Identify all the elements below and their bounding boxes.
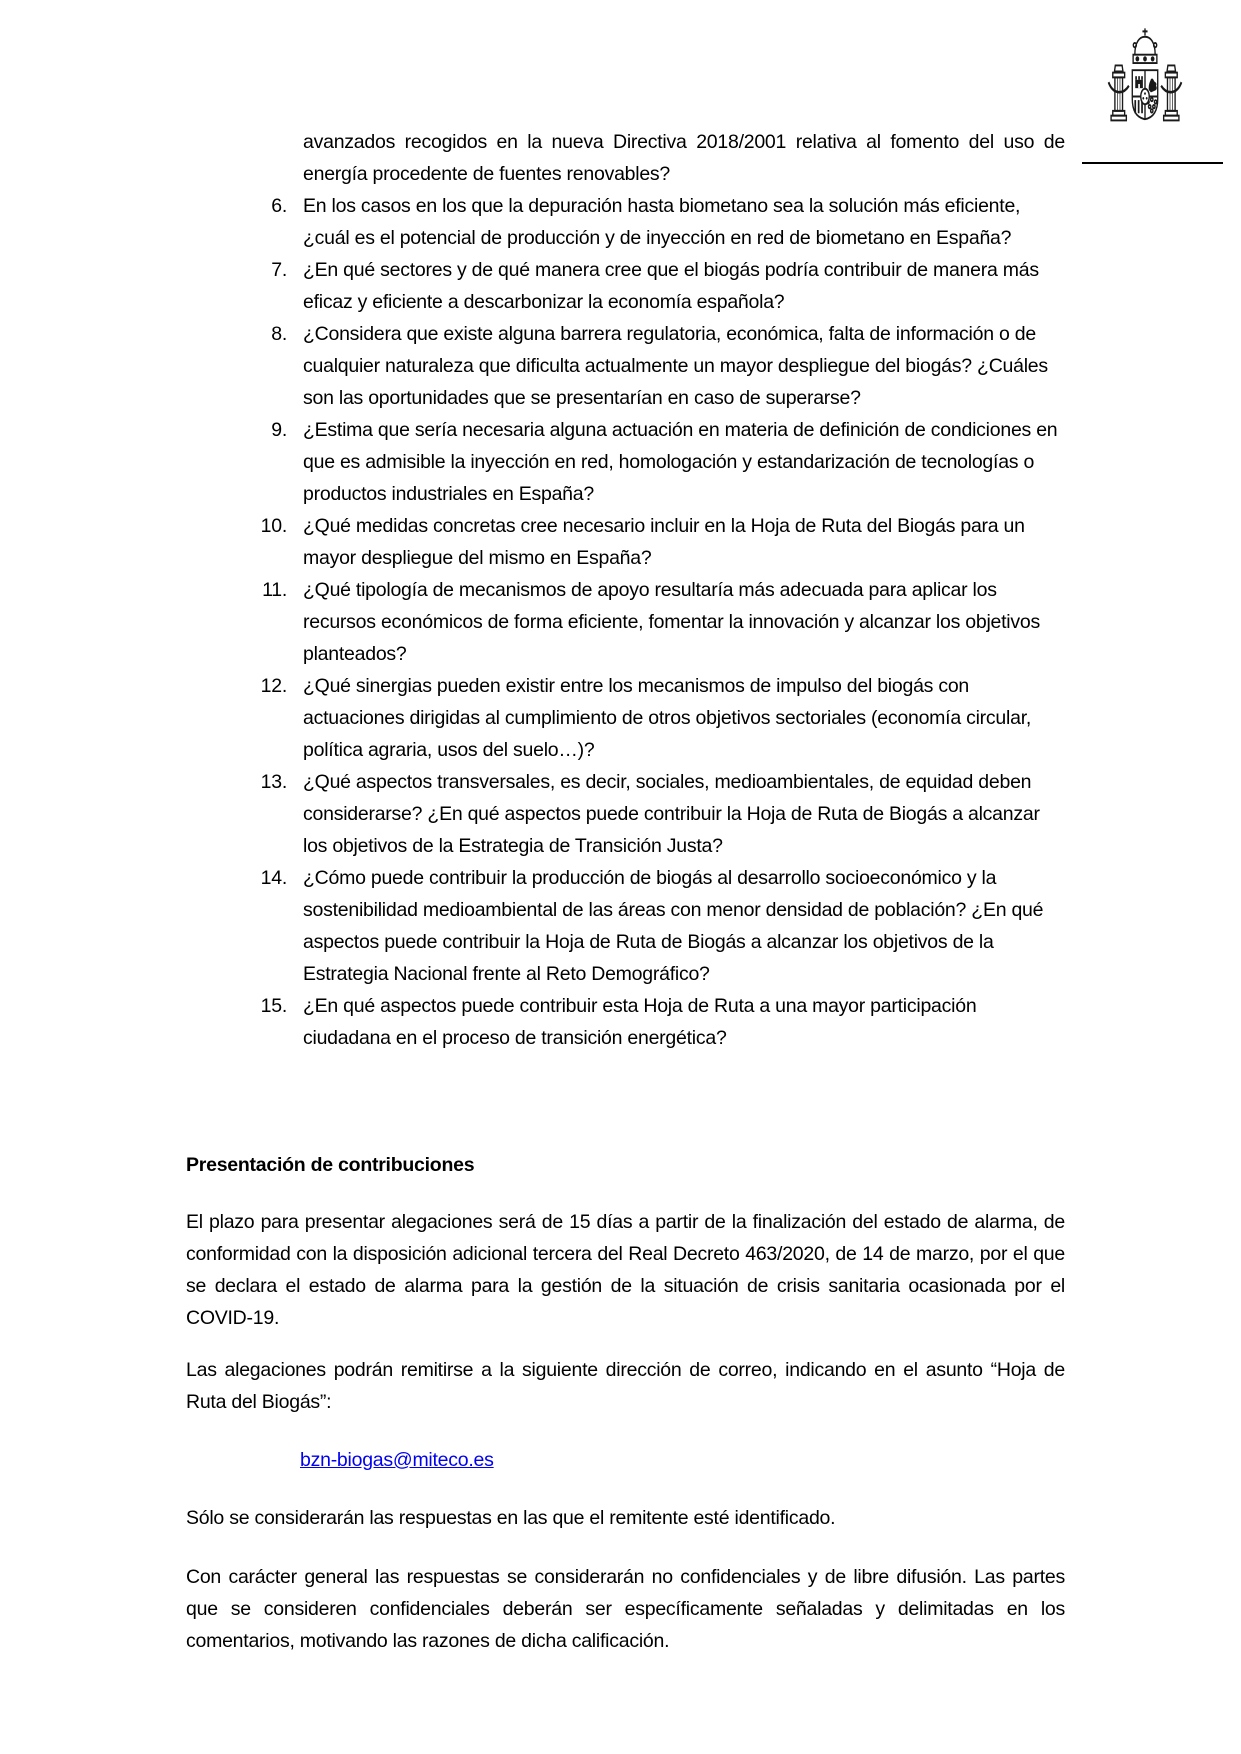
question-item (186, 190, 1065, 254)
question-item (186, 862, 1065, 990)
questions-section (186, 126, 1065, 1054)
header-divider-line (1082, 162, 1223, 164)
question-number: 15. (260, 995, 287, 1017)
question-item (186, 670, 1065, 766)
question-text: ¿En qué aspectos puede contribuir esta Hoja de Ruta a una mayor participación ciudadana en el proceso de transición energética? (303, 995, 977, 1049)
spain-coat-of-arms-icon (1106, 26, 1184, 124)
spain-coat-of-arms-logo (1106, 26, 1184, 134)
question-item (186, 414, 1065, 510)
question-item (186, 510, 1065, 574)
question-number: 6. (271, 195, 287, 217)
question-text: ¿Qué tipología de mecanismos de apoyo resultaría más adecuada para aplicar los recursos económicos de forma eficiente, fomentar la innovación y alcanzar los objetivos planteados? (303, 579, 1040, 665)
paragraph-submission: Las alegaciones podrán remitirse a la siguiente dirección de correo, indicando en el asunto “Hoja de Ruta del Biogás”: (186, 1359, 1065, 1413)
email-link[interactable]: bzn-biogas@miteco.es (300, 1449, 494, 1471)
question-text: En los casos en los que la depuración hasta biometano sea la solución más eficiente, ¿cuál es el potencial de producción y de inyección en red de biometano en España? (303, 195, 1021, 249)
question-text: ¿Considera que existe alguna barrera regulatoria, económica, falta de información o de cualquier naturaleza que dificulta actualmente un mayor despliegue del biogás? ¿Cuáles son las oportunidades que se presentarían en caso de superarse? (303, 323, 1048, 409)
question-item (186, 574, 1065, 670)
question-number: 7. (271, 259, 287, 281)
paragraph-deadline: El plazo para presentar alegaciones será de 15 días a partir de la finalización del estado de alarma, de conformidad con la disposición adicional tercera del Real Decreto 463/2020, de 14 de marzo, por el que se declara el estado de alarma para la gestión de la situación de crisis sanitaria ocasionada por el COVID-19. (186, 1211, 1065, 1329)
question-item (186, 990, 1065, 1054)
question-number: 10. (260, 515, 287, 537)
question-text: ¿Cómo puede contribuir la producción de biogás al desarrollo socioeconómico y la sostenibilidad medioambiental de las áreas con menor densidad de población? ¿En qué aspectos puede contribuir la Hoja de Ruta de Biogás a alcanzar los objetivos de la Estrategia Nacional frente al Reto Demográfico? (303, 867, 1044, 985)
question-number: 11. (262, 579, 287, 601)
question-item (186, 318, 1065, 414)
section-heading: Presentación de contribuciones (186, 1154, 475, 1176)
question-text: ¿Estima que sería necesaria alguna actuación en materia de definición de condiciones en que es admisible la inyección en red, homologación y estandarización de tecnologías o productos industriales en España? (303, 419, 1058, 505)
question-number: 9. (271, 419, 287, 441)
question-text: ¿Qué sinergias pueden existir entre los mecanismos de impulso del biogás con actuaciones dirigidas al cumplimiento de otros objetivos sectoriales (economía circular, política agraria, usos del suelo…)? (303, 675, 1032, 761)
questions-list (186, 190, 1065, 1054)
question-number: 8. (271, 323, 287, 345)
question-item (186, 766, 1065, 862)
paragraph-confidentiality: Con carácter general las respuestas se considerarán no confidenciales y de libre difusión. Las partes que se consideren confidenciales deberán ser específicamente señaladas y delimitadas en los comentarios, motivando las razones de dicha calificación. (186, 1566, 1065, 1652)
question-item (186, 254, 1065, 318)
question-text: ¿En qué sectores y de qué manera cree que el biogás podría contribuir de manera más eficaz y eficiente a descarbonizar la economía española? (303, 259, 1039, 313)
email-paragraph (300, 1444, 494, 1476)
paragraph-identification: Sólo se considerarán las respuestas en las que el remitente esté identificado. (186, 1507, 836, 1529)
question-continuation-text: avanzados recogidos en la nueva Directiva 2018/2001 relativa al fomento del uso de energía procedente de fuentes renovables? (303, 131, 1065, 185)
question-number: 14. (260, 867, 287, 889)
question-text: ¿Qué medidas concretas cree necesario incluir en la Hoja de Ruta del Biogás para un mayor despliegue del mismo en España? (303, 515, 1025, 569)
question-number: 12. (260, 675, 287, 697)
question-text: ¿Qué aspectos transversales, es decir, sociales, medioambientales, de equidad deben considerarse? ¿En qué aspectos puede contribuir la Hoja de Ruta de Biogás a alcanzar los objetivos de la Estrategia de Transición Justa? (303, 771, 1040, 857)
question-number: 13. (260, 771, 287, 793)
